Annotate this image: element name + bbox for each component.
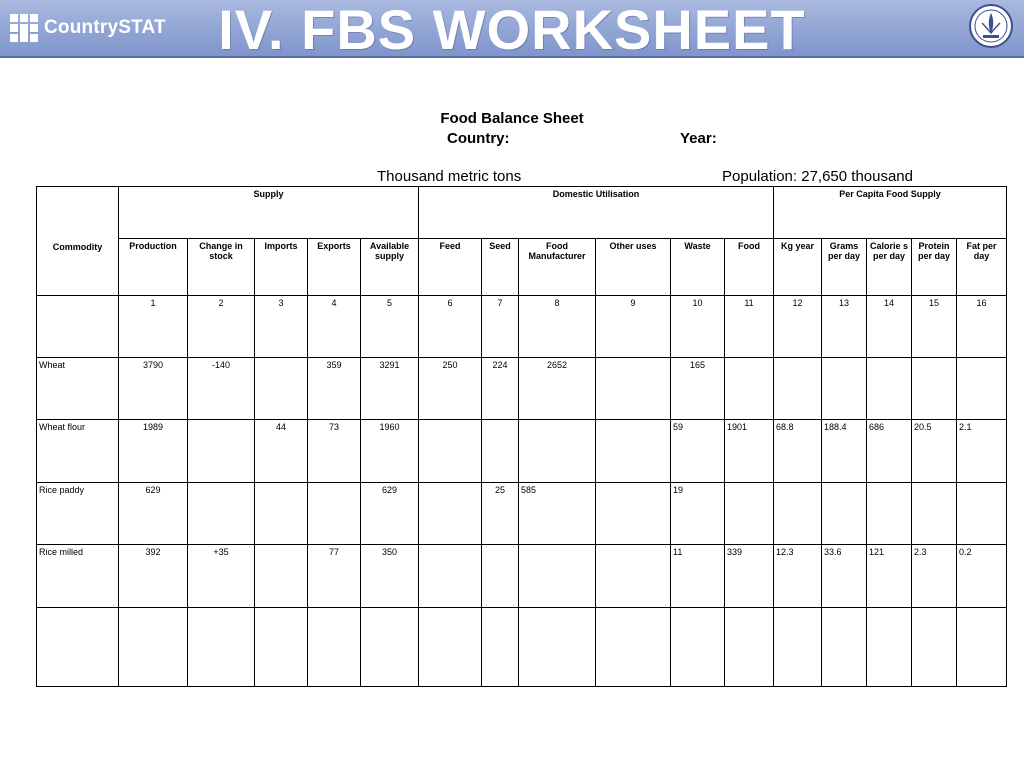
col-header-grams-per-day: Grams per day — [822, 239, 867, 296]
cell-calories-per-day: 121 — [867, 545, 912, 608]
cell-available-supply: 350 — [361, 545, 419, 608]
cell-food-manufacturer — [519, 545, 596, 608]
column-number: 9 — [596, 296, 671, 358]
column-number: 3 — [255, 296, 308, 358]
per-capita-group-header: Per Capita Food Supply — [774, 187, 1007, 239]
cell-seed — [482, 545, 519, 608]
col-header-change-in-stock: Change in stock — [188, 239, 255, 296]
cell-food: 339 — [725, 545, 774, 608]
cell-other-uses — [596, 420, 671, 483]
cell-kg-year: 68.8 — [774, 420, 822, 483]
cell-change-in-stock: -140 — [188, 358, 255, 420]
cell-kg-year — [774, 483, 822, 545]
cell-waste: 59 — [671, 420, 725, 483]
commodity-cell — [37, 296, 119, 358]
cell-exports: 359 — [308, 358, 361, 420]
logo-text: CountrySTAT — [44, 17, 166, 38]
cell-food-manufacturer: 2652 — [519, 358, 596, 420]
cell-imports — [255, 483, 308, 545]
header-banner — [0, 0, 1024, 61]
column-number: 7 — [482, 296, 519, 358]
cell-waste: 19 — [671, 483, 725, 545]
cell-available-supply: 629 — [361, 483, 419, 545]
col-header-protein-per-day: Protein per day — [912, 239, 957, 296]
cell-production: 629 — [119, 483, 188, 545]
col-header-other-uses: Other uses — [596, 239, 671, 296]
commodity-name: Rice milled — [37, 545, 119, 608]
col-header-feed: Feed — [419, 239, 482, 296]
empty-cell — [912, 608, 957, 687]
column-number: 2 — [188, 296, 255, 358]
supply-group-header: Supply — [119, 187, 419, 239]
empty-cell — [308, 608, 361, 687]
year-label: Year: — [680, 130, 717, 147]
cell-grams-per-day: 33.6 — [822, 545, 867, 608]
commodity-name: Rice paddy — [37, 483, 119, 545]
column-number: 13 — [822, 296, 867, 358]
cell-seed — [482, 420, 519, 483]
cell-grams-per-day — [822, 358, 867, 420]
column-number: 1 — [119, 296, 188, 358]
cell-protein-per-day: 20.5 — [912, 420, 957, 483]
cell-fat-per-day: 2.1 — [957, 420, 1007, 483]
col-header-production: Production — [119, 239, 188, 296]
cell-seed: 25 — [482, 483, 519, 545]
column-number: 10 — [671, 296, 725, 358]
cell-kg-year — [774, 358, 822, 420]
cell-available-supply: 3291 — [361, 358, 419, 420]
empty-cell — [671, 608, 725, 687]
cell-other-uses — [596, 483, 671, 545]
cell-seed: 224 — [482, 358, 519, 420]
cell-calories-per-day — [867, 358, 912, 420]
cell-imports: 44 — [255, 420, 308, 483]
table-row-wheat-flour — [37, 420, 1007, 483]
sheet-title: Food Balance Sheet — [440, 110, 584, 127]
cell-change-in-stock — [188, 483, 255, 545]
page-title: IV. FBS WORKSHEET — [218, 0, 806, 61]
empty-cell — [596, 608, 671, 687]
col-header-exports: Exports — [308, 239, 361, 296]
commodity-name: Wheat flour — [37, 420, 119, 483]
table-row-rice-milled — [37, 545, 1007, 608]
cell-feed — [419, 545, 482, 608]
cell-calories-per-day: 686 — [867, 420, 912, 483]
cell-fat-per-day: 0.2 — [957, 545, 1007, 608]
cell-imports — [255, 545, 308, 608]
col-header-kg-year: Kg year — [774, 239, 822, 296]
empty-cell — [774, 608, 822, 687]
fbs-table — [36, 186, 1007, 687]
column-number: 8 — [519, 296, 596, 358]
empty-cell — [37, 608, 119, 687]
empty-cell — [867, 608, 912, 687]
cell-exports: 77 — [308, 545, 361, 608]
table-row-wheat — [37, 358, 1007, 420]
cell-production: 1989 — [119, 420, 188, 483]
cell-fat-per-day — [957, 483, 1007, 545]
col-header-waste: Waste — [671, 239, 725, 296]
cell-feed — [419, 483, 482, 545]
column-number: 5 — [361, 296, 419, 358]
cell-food — [725, 358, 774, 420]
cell-waste: 165 — [671, 358, 725, 420]
empty-cell — [822, 608, 867, 687]
cell-food — [725, 483, 774, 545]
group-header-row — [37, 187, 1007, 239]
cell-imports — [255, 358, 308, 420]
cell-protein-per-day: 2.3 — [912, 545, 957, 608]
cell-waste: 11 — [671, 545, 725, 608]
commodity-header: Commodity — [37, 187, 119, 296]
empty-cell — [119, 608, 188, 687]
col-header-calories-per-day: Calorie s per day — [867, 239, 912, 296]
cell-grams-per-day — [822, 483, 867, 545]
table-row-rice-paddy — [37, 483, 1007, 545]
cell-grams-per-day: 188.4 — [822, 420, 867, 483]
empty-cell — [957, 608, 1007, 687]
column-header-row — [37, 239, 1007, 296]
cell-production: 392 — [119, 545, 188, 608]
column-number: 4 — [308, 296, 361, 358]
empty-cell — [361, 608, 419, 687]
empty-cell — [725, 608, 774, 687]
population-label: Population: 27,650 thousand — [722, 168, 913, 185]
cell-exports — [308, 483, 361, 545]
cell-change-in-stock — [188, 420, 255, 483]
table-row-empty — [37, 608, 1007, 687]
col-header-fat-per-day: Fat per day — [957, 239, 1007, 296]
col-header-available-supply: Available supply — [361, 239, 419, 296]
cell-change-in-stock: +35 — [188, 545, 255, 608]
cell-available-supply: 1960 — [361, 420, 419, 483]
cell-feed — [419, 420, 482, 483]
country-label: Country: — [447, 130, 510, 147]
column-number: 14 — [867, 296, 912, 358]
empty-cell — [255, 608, 308, 687]
column-number: 6 — [419, 296, 482, 358]
cell-exports: 73 — [308, 420, 361, 483]
cell-other-uses — [596, 545, 671, 608]
cell-feed: 250 — [419, 358, 482, 420]
cell-protein-per-day — [912, 483, 957, 545]
cell-food-manufacturer — [519, 420, 596, 483]
column-number: 15 — [912, 296, 957, 358]
units-label: Thousand metric tons — [377, 168, 522, 185]
cell-kg-year: 12.3 — [774, 545, 822, 608]
empty-cell — [188, 608, 255, 687]
cell-fat-per-day — [957, 358, 1007, 420]
col-header-food: Food — [725, 239, 774, 296]
col-header-seed: Seed — [482, 239, 519, 296]
empty-cell — [482, 608, 519, 687]
empty-cell — [519, 608, 596, 687]
cell-calories-per-day — [867, 483, 912, 545]
cell-production: 3790 — [119, 358, 188, 420]
empty-cell — [419, 608, 482, 687]
column-number: 11 — [725, 296, 774, 358]
col-header-imports: Imports — [255, 239, 308, 296]
col-header-food-manufacturer: Food Manufacturer — [519, 239, 596, 296]
cell-food: 1901 — [725, 420, 774, 483]
column-number: 16 — [957, 296, 1007, 358]
domestic-utilisation-group-header: Domestic Utilisation — [419, 187, 774, 239]
column-number-row — [37, 296, 1007, 358]
cell-protein-per-day — [912, 358, 957, 420]
cell-other-uses — [596, 358, 671, 420]
column-number: 12 — [774, 296, 822, 358]
commodity-name: Wheat — [37, 358, 119, 420]
fao-seal-icon — [968, 3, 1014, 49]
cell-food-manufacturer: 585 — [519, 483, 596, 545]
